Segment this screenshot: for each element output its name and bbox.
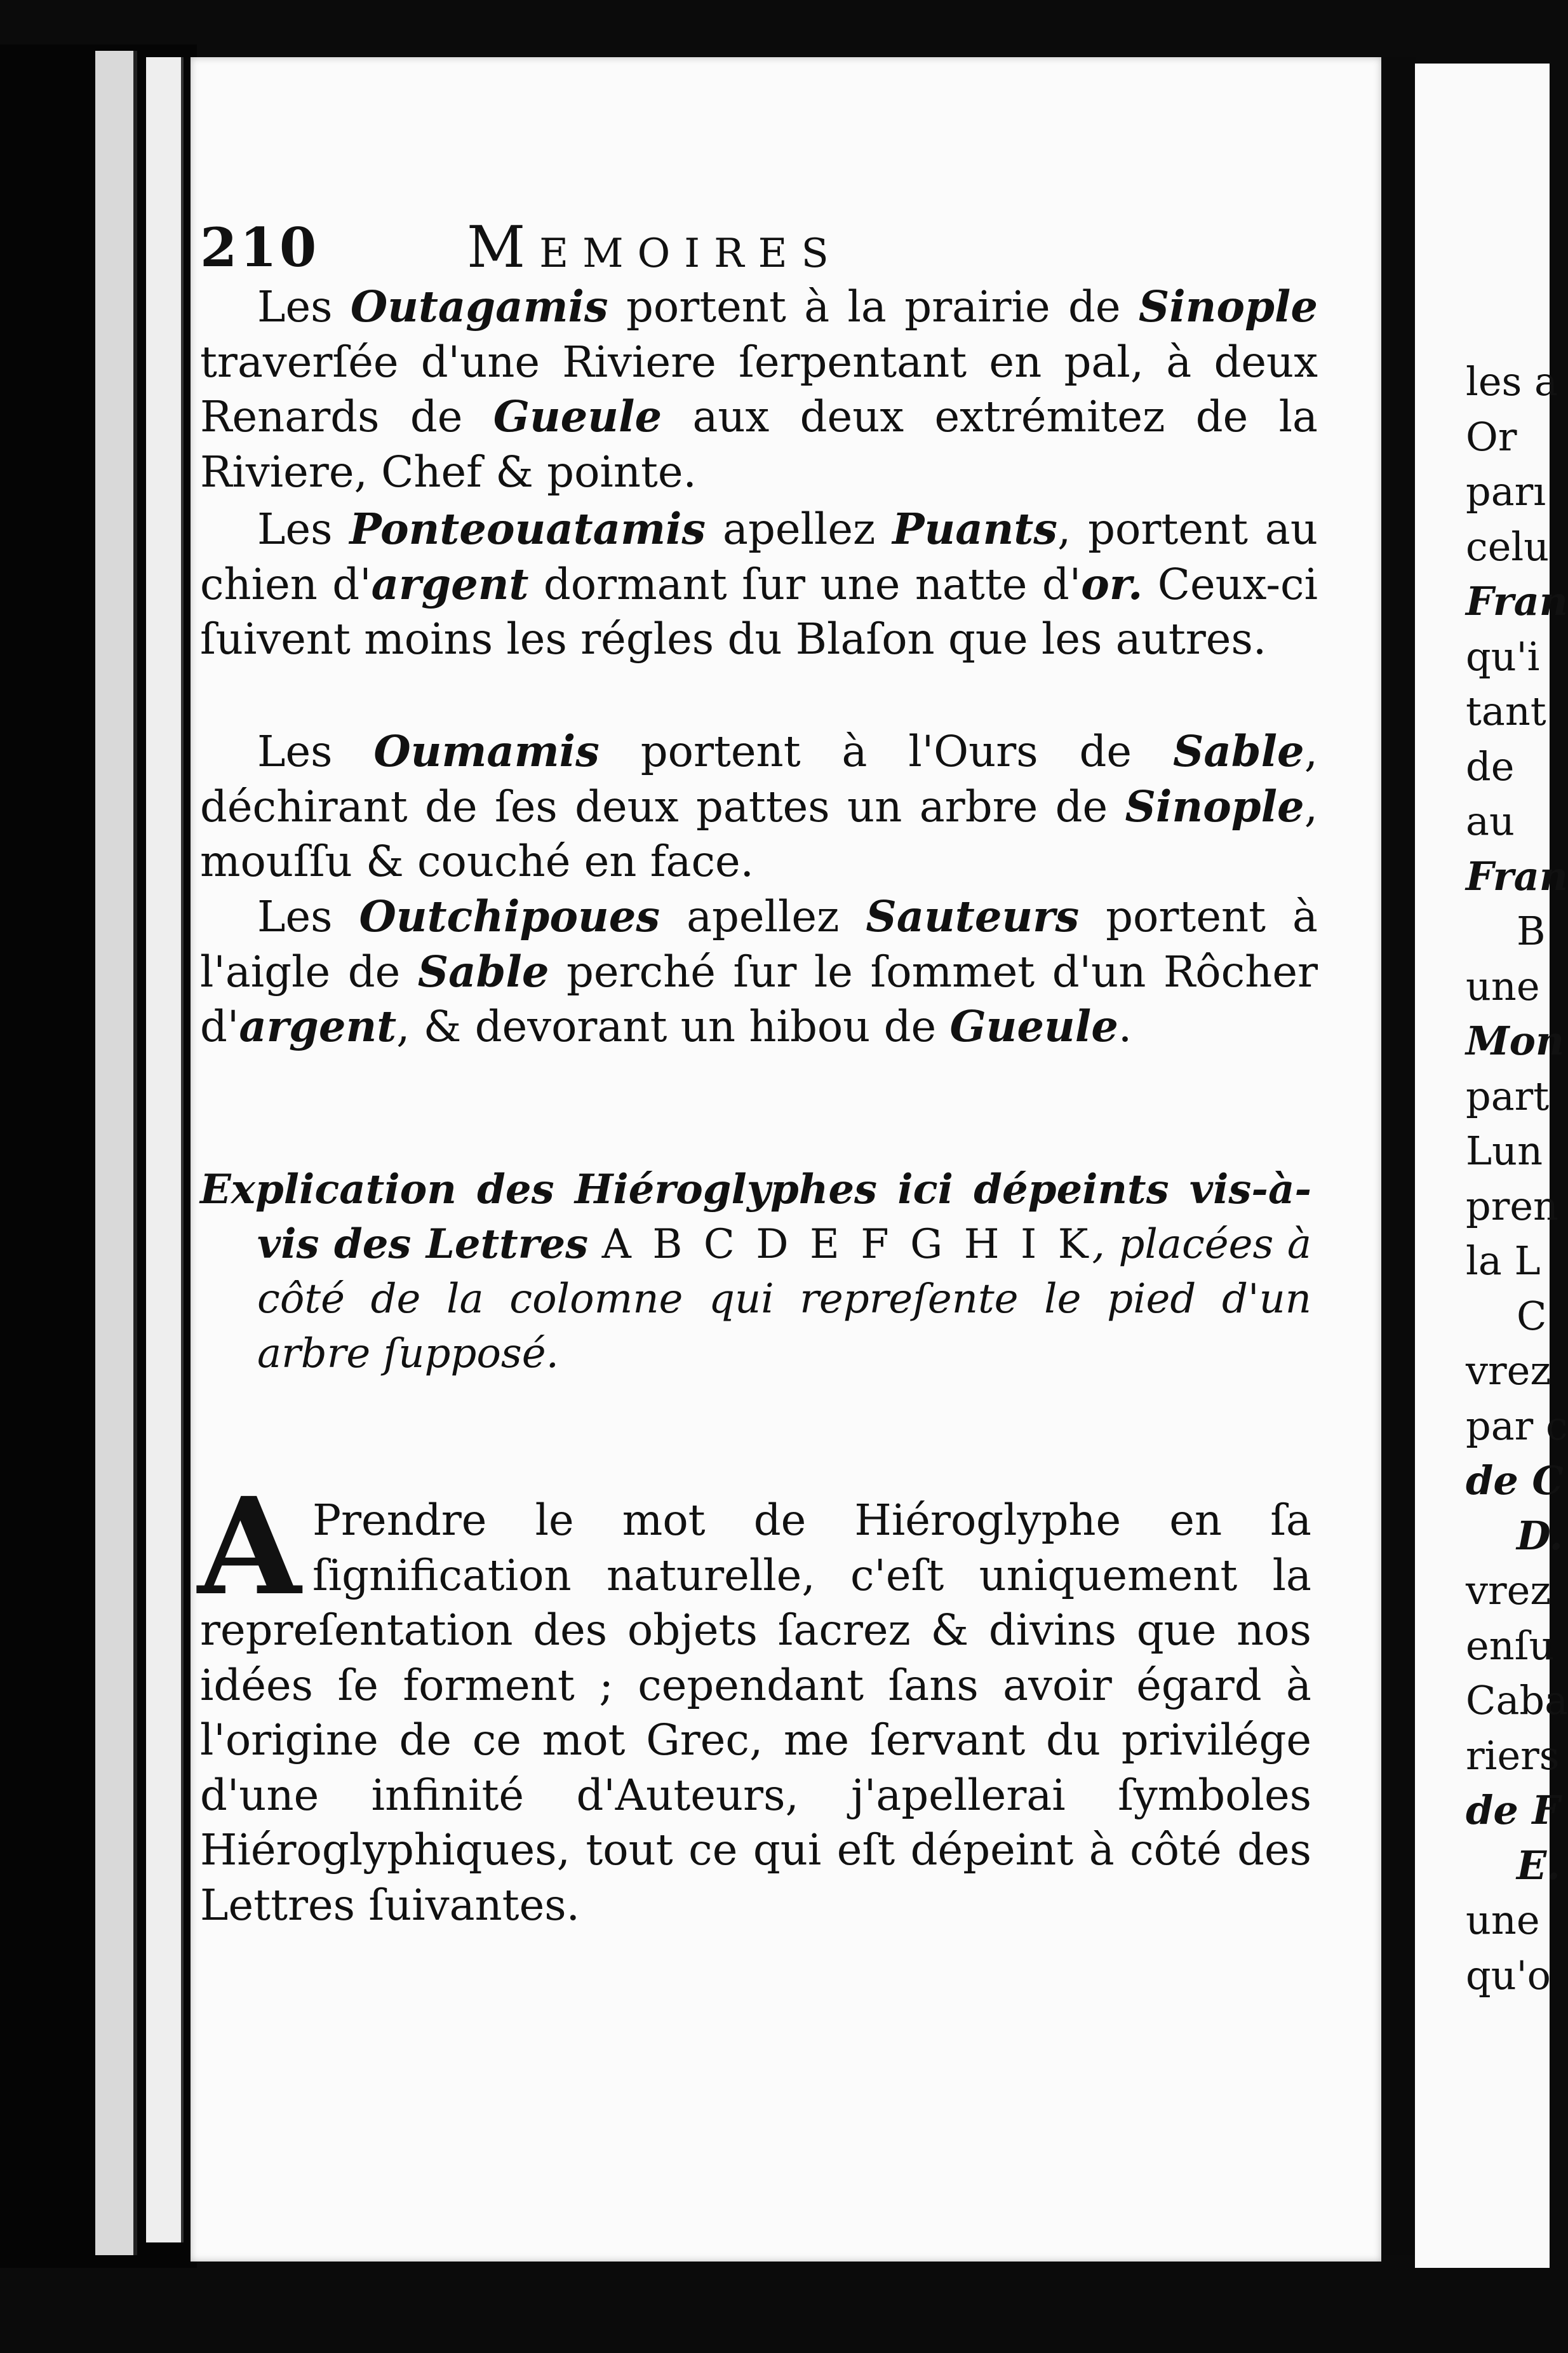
facing-line-fragment: tant: [1466, 688, 1546, 734]
italic-term: Outchipoues: [359, 891, 660, 941]
heading-rest: , placées à côté de la colomne qui repreſente le pied d'un arbre ſupposé.: [257, 1221, 1311, 1377]
italic-term: Outagamis: [350, 281, 608, 332]
facing-line-fragment: une: [1466, 962, 1540, 1009]
paragraph-oumamis: [200, 724, 1318, 889]
facing-line-fragment: B: [1517, 908, 1546, 954]
body-paragraph: [198, 1468, 1311, 1932]
italic-term: Sinople: [1125, 781, 1304, 832]
text-run: Les: [257, 504, 350, 554]
text-run: , & devorant un hibou de: [396, 1002, 950, 1051]
text-run: Les: [257, 727, 374, 776]
italic-term: Sable: [417, 946, 549, 997]
text-run: Les: [257, 892, 359, 941]
facing-line-fragment: de F: [1466, 1787, 1560, 1833]
facing-line-fragment: qu'o: [1466, 1952, 1551, 1999]
facing-line-fragment: parı: [1466, 468, 1546, 515]
facing-line-fragment: Lun: [1466, 1128, 1543, 1174]
facing-line-fragment: par c: [1466, 1402, 1568, 1449]
facing-line-fragment: vrez: [1466, 1347, 1551, 1394]
text-run: Ceux-ci ſuivent moins les régles du Blaſon que les autres.: [200, 559, 1318, 664]
facing-line-fragment: enſu: [1466, 1622, 1555, 1669]
text-run: portent à l'Ours de: [599, 727, 1173, 776]
text-run: apellez: [660, 892, 866, 941]
section-heading: [200, 1163, 1311, 1381]
text-run: apellez: [706, 504, 893, 554]
italic-term: Sinople: [1138, 281, 1318, 332]
book-gutter: [1384, 57, 1416, 2255]
italic-term: Ponteouatamis: [349, 504, 706, 554]
italic-term: Gueule: [493, 391, 662, 442]
facing-line-fragment: Fran: [1466, 853, 1568, 900]
paragraph-ponteouatamis: [200, 502, 1318, 667]
facing-line-fragment: riers: [1466, 1732, 1560, 1779]
facing-line-fragment: C: [1517, 1292, 1547, 1339]
facing-line-fragment: de C: [1466, 1457, 1564, 1504]
facing-line-fragment: pren: [1466, 1182, 1558, 1229]
text-run: .: [1118, 1002, 1132, 1051]
italic-term: Puants: [892, 504, 1058, 554]
facing-line-fragment: Or: [1466, 413, 1517, 460]
body-text: Prendre le mot de Hiéroglyphe en ſa ſignification naturelle, c'eſt uniquement la repreſentation des objets ſacrez & divins que nos idées ſe forment ; cependant ſans avoir égard à l'origine de ce mot Grec, me ſervant du privilége d'une infinité d'Auteurs, j'apellerai ſymboles Hiéroglyphiques, tout ce qui eſt dépeint à côté des Lettres ſuivantes.: [200, 1495, 1311, 1930]
italic-term: argent: [239, 1001, 397, 1051]
paragraph-outagamis: [200, 280, 1318, 499]
heading-lead: Explication des Hiéroglyphes ici dépeints vis-à-vis des Lettres: [200, 1166, 1311, 1268]
italic-term: Sable: [1172, 726, 1304, 776]
text-run: traverſée d'une Riviere ſerpentant en pal, à deux Renards de: [200, 337, 1318, 442]
italic-term: Oumamis: [373, 726, 600, 776]
text-run: , mouſſu & couché en face.: [200, 781, 1318, 886]
facing-line-fragment: part: [1466, 1072, 1550, 1119]
facing-line-fragment: les a: [1466, 358, 1558, 405]
drop-cap: A: [198, 1468, 301, 1625]
page-edge-strip: [146, 57, 184, 2242]
text-run: , portent au chien d': [200, 504, 1318, 609]
italic-term: Sauteurs: [866, 891, 1080, 941]
text-run: aux deux extrémitez de la Riviere, Chef & pointe.: [200, 392, 1318, 497]
italic-term: Gueule: [949, 1001, 1118, 1051]
italic-term: argent: [371, 558, 529, 609]
facing-line-fragment: E.: [1517, 1842, 1560, 1889]
page-edge-strip: [95, 51, 137, 2255]
facing-line-fragment: la L: [1466, 1237, 1541, 1284]
facing-line-fragment: Fran: [1466, 578, 1568, 624]
facing-line-fragment: D.: [1517, 1512, 1564, 1559]
text-run: portent à l'aigle de: [200, 892, 1318, 997]
facing-line-fragment: celu: [1466, 523, 1550, 570]
running-header: [200, 214, 1216, 281]
running-title: Memoires: [467, 214, 843, 281]
text-run: perché ſur le ſommet d'un Rôcher d': [200, 947, 1318, 1051]
text-run: Les: [257, 282, 351, 332]
page-number: 210: [200, 216, 319, 279]
facing-line-fragment: Mon: [1466, 1018, 1565, 1064]
facing-line-fragment: vrez: [1466, 1567, 1551, 1614]
text-run: dormant ſur une natte d': [528, 559, 1082, 609]
facing-line-fragment: Caba: [1466, 1677, 1568, 1723]
paragraph-outchipoues: [200, 889, 1318, 1055]
facing-line-fragment: une: [1466, 1897, 1540, 1943]
facing-page: [1415, 64, 1568, 2268]
facing-line-fragment: de: [1466, 743, 1515, 790]
text-run: portent à la prairie de: [608, 282, 1139, 332]
facing-line-fragment: au: [1466, 798, 1515, 844]
text-run: , déchirant de ſes deux pattes un arbre de: [200, 727, 1318, 832]
heading-letters: A B C D E F G H I K: [601, 1221, 1092, 1268]
facing-line-fragment: qu'i: [1466, 633, 1540, 680]
italic-term: or.: [1081, 558, 1143, 609]
